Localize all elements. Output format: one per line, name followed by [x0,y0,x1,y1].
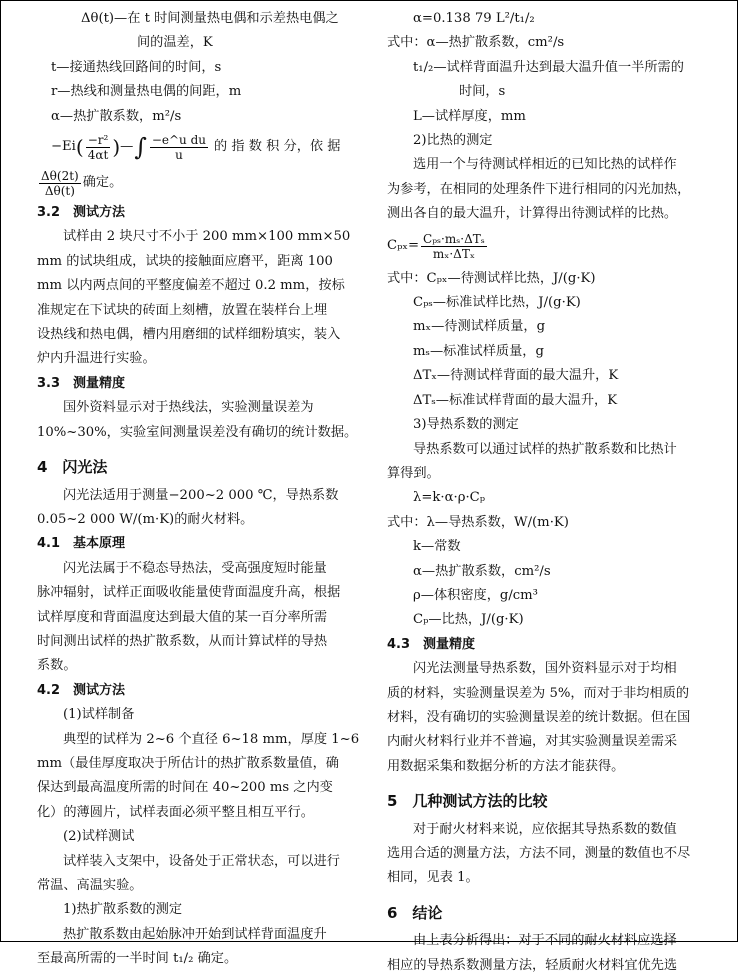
paragraph-line: 常温、高温实验。 [37,878,143,893]
ei-mid: — [120,138,134,154]
ratio-denominator: Δθ(t) [44,183,75,198]
paragraph-line: 炉内升温进行实验。 [37,351,156,367]
cp-lhs: Cₚₓ= [387,238,420,254]
paragraph-line: mm（最佳厚度取决于所估计的热扩散系数量值，确 [37,755,339,771]
paragraph-line: 试样由 2 块尺寸不小于 200 mm×100 mm×50 [63,229,351,245]
paragraph-line: 用数据采集和数据分析的方法才能获得。 [387,758,625,774]
section-3-2-body [37,225,367,371]
paragraph-line: 0.05~2 000 W/(m·K)的耐火材料。 [37,511,254,527]
where-alpha: 式中：α—热扩散系数，cm²/s [387,35,565,51]
section-4-3-title: 4.3 测量精度 [387,636,476,652]
where-cpx: 式中：Cₚₓ—待测试样比热，J/(g·K) [387,270,596,286]
ratio-formula [37,165,367,201]
paragraph-line: 材料，没有确切的实验测量误差的统计数据。但在国 [387,709,691,725]
paragraph-line: 典型的试样为 2~6 个直径 6~18 mm，厚度 1~6 [63,731,360,747]
paragraph-line: 设热线和热电偶，槽内用磨细的试样细粉填实，装入 [37,327,341,343]
paragraph-line: mm 以内两点间的平整度偏差不超过 0.2 mm，按标 [37,278,345,294]
def-r: r—热线和测量热电偶的间距，m [51,84,242,100]
paragraph-line: 导热系数可以通过试样的热扩散系数和比热计 [413,441,677,457]
paragraph-line: 质的材料，实验测量误差为 5%，而对于非均相质的 [387,685,690,701]
subsection-label: (2)试样测试 [63,829,135,845]
paragraph-line: 保达到最高温度所需的时间在 40~200 ms 之内变 [37,780,333,796]
paragraph-line: 化）的薄圆片，试样表面必须平整且相互平行。 [37,804,314,820]
def-dtx: ΔTₓ—待测试样背面的最大温升，K [413,368,619,384]
integral-sign: ∫ [134,132,147,161]
section-3-2-title: 3.2 测试方法 [37,205,126,221]
ei-denominator: 4αt [87,147,109,162]
paragraph-line: 准规定在下试块的砖面上刻槽，放置在装样台上埋 [37,302,328,318]
section-4-2-title: 4.2 测试方法 [37,682,126,698]
def-ms: mₛ—标准试样质量，g [413,343,544,359]
subsection-label: 1)热扩散系数的测定 [63,902,183,918]
paragraph-line: mm 的试块组成，试块的接触面应磨平，距离 100 [37,253,333,269]
def-t: t—接通热线回路间的时间，s [51,59,222,75]
paragraph-line: 相应的导热系数测量方法，轻质耐火材料宜优先选 [387,957,678,973]
paragraph-line: 对于耐火材料来说，应依据其导热系数的数值 [413,821,677,837]
def-t12-line2: 时间，s [459,84,506,100]
paragraph-line: 为参考，在相同的处理条件下进行相同的闪光加热， [387,181,691,197]
cp-denominator: mₓ·ΔTₓ [432,247,475,262]
subsection-label: 3)导热系数的测定 [413,417,519,433]
section-6-title: 6 结论 [387,903,443,922]
paragraph-line: 闪光法属于不稳态导热法，受高强度短时能量 [63,560,327,576]
ei-numerator: −r² [87,132,109,147]
ei-prefix: −Ei [51,138,76,154]
def-cp: Cₚ—比热，J/(g·K) [413,612,524,628]
def-t12-line1: t₁/₂—试样背面温升达到最大温升值一半所需的 [413,59,684,75]
integral-denominator: u [175,147,183,162]
section-5-title: 5 几种测试方法的比较 [387,792,548,811]
def-dtheta-line2: 间的温差，K [137,35,213,51]
def-cps: Cₚₛ—标准试样比热，J/(g·K) [413,295,581,311]
paragraph-line: 国外资料显示对于热线法，实验测量误差为 [63,400,314,416]
paragraph-line: 系数。 [37,658,77,674]
lambda-formula: λ=k·α·ρ·Cₚ [413,490,485,506]
paragraph-line: 选用合适的测量方法，方法不同，测量的数值也不尽 [387,846,691,861]
left-column [37,7,367,972]
ratio-numerator: Δθ(2t) [41,168,79,183]
def-alpha: α—热扩散系数，m²/s [51,108,182,124]
def-dtheta-line1: Δθ(t)—在 t 时间测量热电偶和示差热电偶之 [81,11,339,26]
right-column [387,7,717,978]
cp-formula [387,227,717,267]
def-L: L—试样厚度，mm [413,108,526,124]
section-3-3-title: 3.3 测量精度 [37,375,126,391]
def-k: k—常数 [413,539,461,555]
paragraph-line: 试样厚度和背面温度达到最大值的某一百分率所需 [37,609,328,625]
subsection-label: (1)试样制备 [63,707,135,723]
paragraph-line: 闪光法适用于测量−200~2 000 ℃，导热系数 [63,487,339,503]
cp-numerator: Cₚₛ·mₛ·ΔTₛ [423,232,485,247]
section-4-1-title: 4.1 基本原理 [37,536,126,552]
def-mx: mₓ—待测试样质量，g [413,319,546,335]
subsection-label: 2)比热的测定 [413,133,493,149]
def-dts: ΔTₛ—标准试样背面的最大温升，K [413,392,618,408]
ratio-suffix: 确定。 [82,174,123,190]
paragraph-line: 由上表分析得出：对于不同的耐火材料应选择 [413,933,677,949]
paragraph-line: 时间测出试样的热扩散系数，从而计算试样的导热 [37,633,328,649]
ratio-fraction [39,169,81,198]
section-4-title: 4 闪光法 [37,458,108,477]
ei-fraction [86,133,111,162]
paragraph-line: 闪光法测量导热系数，国外资料显示对于均相 [413,661,677,677]
paragraph-line: 内耐火材料行业并不普遍，对其实验测量误差需采 [387,734,678,750]
paragraph-line: 相同，见表 1。 [387,870,479,886]
integral-fraction [150,133,208,162]
def-alpha2: α—热扩散系数，cm²/s [413,563,551,579]
integral-numerator: −e^u du [151,132,207,147]
def-rho: ρ—体积密度，g/cm³ [413,587,538,603]
alpha-formula: α=0.138 79 L²/t₁/₂ [413,11,535,26]
paragraph-line: 试样装入支架中，设备处于正常状态，可以进行 [63,853,340,869]
paragraph-line: 10%~30%，实验室间测量误差没有确切的统计数据。 [37,424,358,440]
paragraph-line: 至最高所需的一半时间 t₁/₂ 确定。 [37,951,238,967]
cp-fraction [421,232,487,261]
paragraph-line: 选用一个与待测试样相近的已知比热的试样作 [413,157,677,173]
ei-suffix: 的 指 数 积 分，依 据 [214,138,341,154]
paragraph-line: 脉冲辐射，试样正面吸收能量使背面温度升高，根据 [37,585,341,601]
ei-formula: −Ei ( $\frac{\text{−r²}}{4\alpha t}$ ) — ∫ $\frac{\text{−e\textasciicircum{}u du}}{u}$ 的 指 数 积 分，依 据 [51,132,341,162]
paragraph-line: 测出各自的最大温升，计算得出待测试样的比热。 [387,206,678,222]
paragraph-line: 算得到。 [387,465,440,481]
paragraph-line: 热扩散系数由起始脉冲开始到试样背面温度升 [63,926,327,942]
where-lambda: 式中：λ—导热系数，W/(m·K) [387,514,569,530]
